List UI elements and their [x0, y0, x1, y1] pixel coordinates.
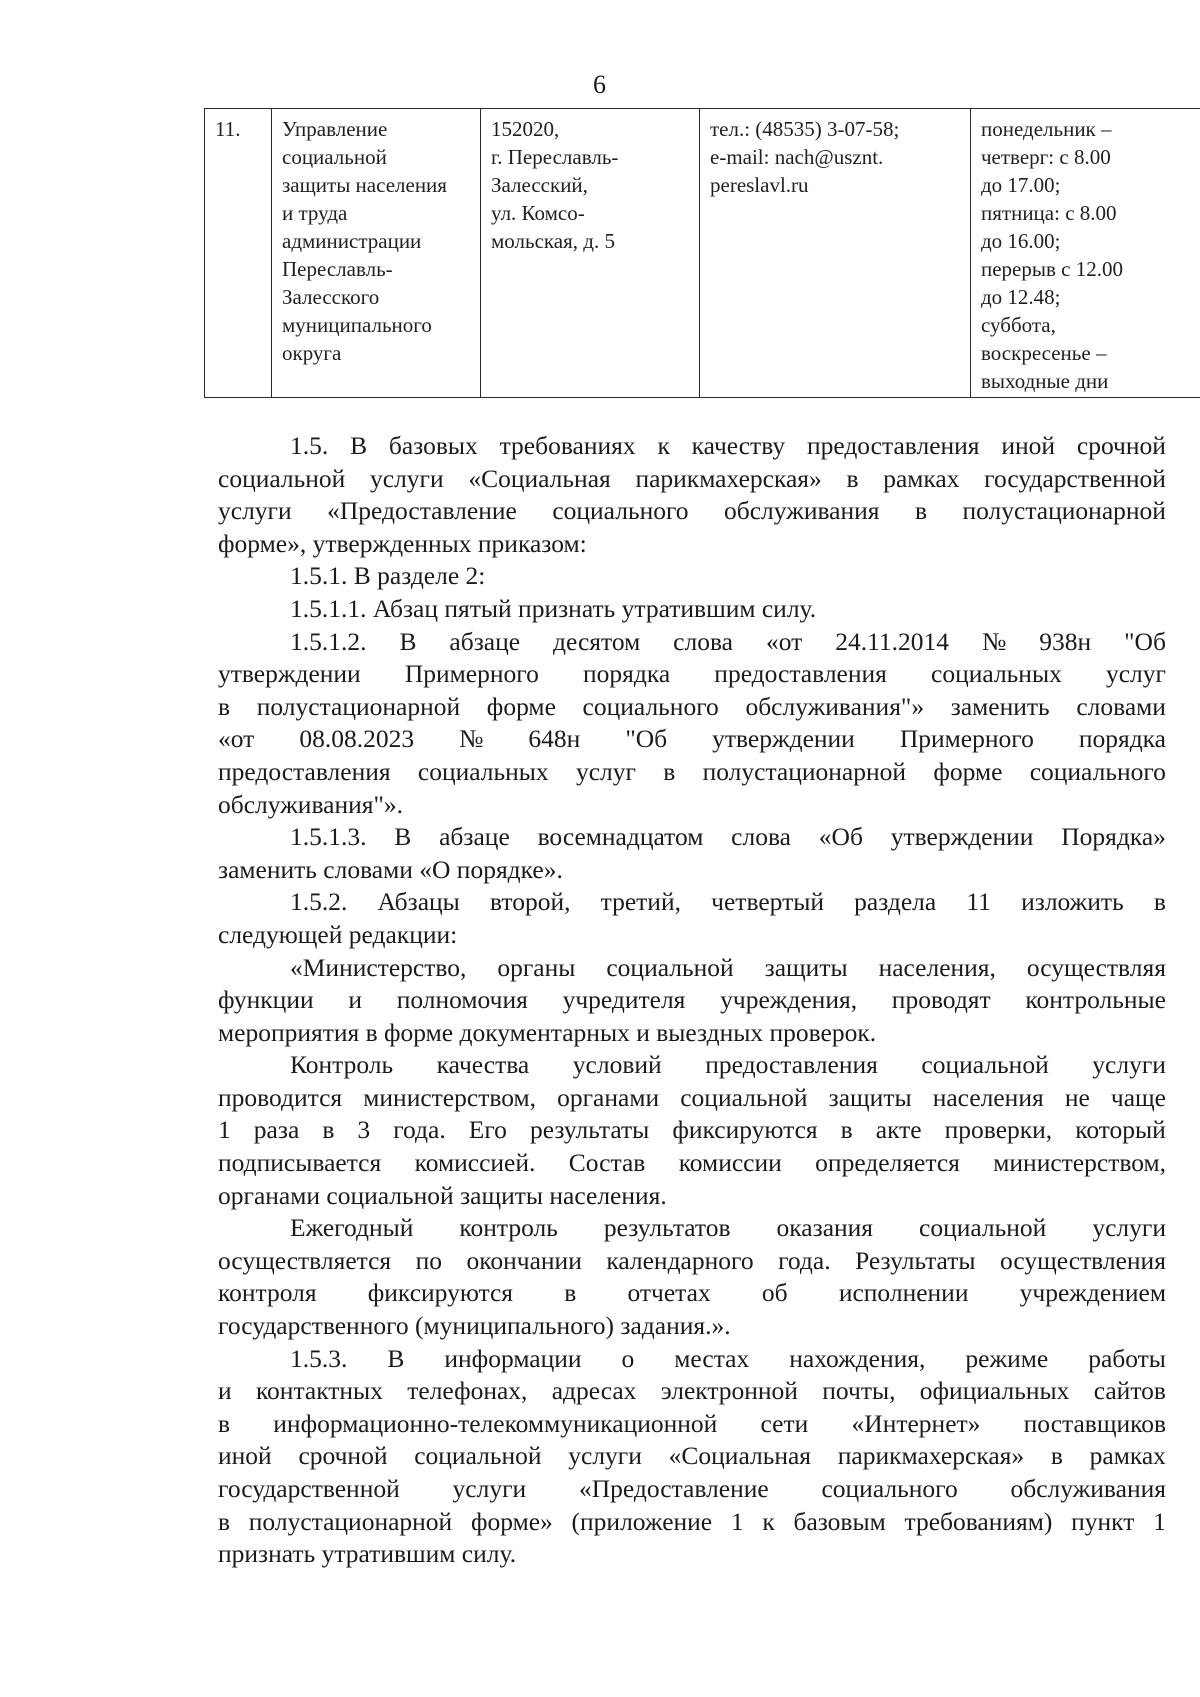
- word: в: [322, 1115, 335, 1145]
- organization-line: и труда: [282, 201, 348, 225]
- word: и: [348, 985, 362, 1015]
- text-line: государственного (муниципального) задания.».: [218, 1311, 731, 1341]
- word: в: [1153, 887, 1166, 917]
- text-line: [218, 1114, 1166, 1147]
- word: Результаты: [855, 1245, 976, 1275]
- word: социальных: [931, 659, 1062, 689]
- word: слова: [731, 822, 791, 852]
- word: требованиям): [904, 1506, 1053, 1536]
- word: рамках: [1089, 1441, 1166, 1471]
- word: по: [415, 1245, 443, 1275]
- word: Порядка»: [1061, 822, 1166, 852]
- word: услуг: [575, 756, 636, 786]
- word: нахождения,: [789, 1343, 926, 1373]
- word: порядка: [582, 659, 671, 689]
- paragraph-1-5-3: [218, 1343, 1166, 1571]
- organization-line: муниципального: [282, 313, 432, 337]
- word: социального: [552, 496, 689, 526]
- word: функции: [218, 985, 314, 1015]
- address-line: 152020,: [491, 117, 560, 141]
- word: в: [564, 1278, 577, 1308]
- word: окончании: [466, 1245, 582, 1275]
- contact-info-table: [204, 108, 1200, 398]
- word: полустационарной: [256, 691, 461, 721]
- word: четвертый: [711, 887, 824, 917]
- text-line: [218, 1245, 1166, 1278]
- text-line: [218, 1473, 1166, 1506]
- word: в: [218, 691, 231, 721]
- address-line: г. Переславль-: [491, 145, 619, 169]
- word: «от: [218, 724, 255, 754]
- word: электронной: [660, 1376, 798, 1406]
- word: социального: [821, 1474, 958, 1503]
- word: предоставления: [705, 1050, 878, 1080]
- word: 1.5.1.2.: [290, 626, 367, 656]
- word: услуги: [1092, 1213, 1166, 1243]
- paragraph-1-5-1-3: [218, 821, 1166, 886]
- word: результатов: [603, 1213, 731, 1243]
- hours-line: до 16.00;: [981, 229, 1061, 253]
- organization-line: Залесского: [282, 285, 380, 309]
- word: восемнадцатом: [537, 822, 704, 852]
- word: социальной: [919, 1213, 1047, 1243]
- word: Примерного: [404, 659, 539, 689]
- organization-line: Управление: [282, 117, 388, 141]
- word: услуги: [452, 1474, 527, 1503]
- word: защиты: [764, 952, 848, 982]
- text-line: [218, 463, 1166, 496]
- word: о: [621, 1343, 635, 1373]
- text-line: признать утратившим силу.: [218, 1539, 517, 1569]
- word: «Об: [818, 822, 863, 852]
- word: предоставления: [218, 756, 391, 786]
- word: чаще: [1110, 1082, 1166, 1112]
- contacts-cell: [700, 109, 971, 398]
- word: работы: [1088, 1343, 1166, 1373]
- text-line: [218, 1277, 1166, 1310]
- word: слова: [673, 626, 733, 656]
- word: социальной: [921, 1050, 1049, 1080]
- word: календарного: [606, 1245, 754, 1275]
- word: местах: [674, 1343, 750, 1373]
- address-line: Залесский,: [491, 173, 588, 197]
- contact-line: тел.: (48535) 3-07-58;: [710, 117, 900, 141]
- address-line: мольская, д. 5: [491, 229, 615, 253]
- word: 1.5.: [290, 431, 329, 460]
- word: Абзацы: [377, 887, 460, 917]
- hours-line: четверг: с 8.00: [981, 145, 1111, 169]
- word: контроля: [218, 1278, 317, 1308]
- hours-line: понедельник –: [981, 117, 1112, 141]
- contact-line: pereslavl.ru: [710, 173, 809, 197]
- word: В: [387, 1343, 405, 1373]
- word: 1.5.3.: [290, 1343, 348, 1373]
- word: №: [981, 626, 1007, 656]
- word: «Интернет»: [851, 1408, 981, 1438]
- word: утверждении: [218, 659, 361, 689]
- word: парикмахерская»: [837, 1441, 1025, 1471]
- organization-line: защиты населения: [282, 173, 447, 197]
- word: фиксируются: [672, 1115, 818, 1145]
- word: 648н: [528, 724, 581, 754]
- word: предоставления: [806, 431, 980, 460]
- word: десятом: [553, 626, 641, 656]
- text-line: [218, 626, 1166, 659]
- word: социальной: [414, 1441, 542, 1471]
- word: контактных: [255, 1376, 383, 1406]
- text-line: органами социальной защиты населения.: [218, 1180, 667, 1210]
- word: предоставления: [714, 659, 887, 689]
- word: 1: [218, 1115, 231, 1145]
- text-line: форме», утвержденных приказом:: [218, 528, 587, 558]
- document-body: [218, 430, 1166, 1571]
- word: проверки,: [944, 1115, 1053, 1145]
- word: парикмахерская»: [635, 463, 822, 493]
- word: форме»: [470, 1506, 553, 1536]
- word: в: [218, 1408, 231, 1438]
- word: 08.08.2023: [299, 724, 415, 754]
- word: заменить: [950, 691, 1050, 721]
- word: «от: [765, 626, 803, 656]
- word: сети: [760, 1408, 809, 1438]
- text-line: [218, 1343, 1166, 1376]
- paragraph-1-5: [218, 430, 1166, 560]
- word: органами: [557, 1082, 660, 1112]
- word: третий,: [600, 887, 681, 917]
- hours-line: до 12.48;: [981, 285, 1061, 309]
- word: "Об: [625, 724, 668, 754]
- word: года.: [778, 1245, 831, 1275]
- word: министерством,: [363, 1082, 536, 1112]
- word: в: [663, 756, 676, 786]
- word: №: [459, 724, 484, 754]
- word: изложить: [1021, 887, 1124, 917]
- text-line: [218, 1440, 1166, 1473]
- word: Состав: [568, 1148, 646, 1178]
- organization-line: администрации: [282, 229, 422, 253]
- word: иной: [218, 1441, 272, 1471]
- word: оказания: [776, 1213, 874, 1243]
- word: министерством,: [993, 1148, 1166, 1178]
- word: В: [350, 431, 368, 460]
- word: «Предоставление: [327, 496, 517, 526]
- text-line: обслуживания"».: [218, 789, 404, 819]
- word: Примерного: [899, 724, 1034, 754]
- word: услуг: [1105, 659, 1166, 689]
- word: не: [1064, 1082, 1090, 1112]
- word: населения,: [878, 952, 996, 982]
- word: 1.5.1.3.: [290, 822, 367, 852]
- paragraph-1-5-1-1: 1.5.1.1. Абзац пятый признать утратившим силу.: [290, 593, 817, 623]
- word: исполнении: [838, 1278, 969, 1308]
- word: комиссии: [678, 1148, 782, 1178]
- word: адресах: [551, 1376, 637, 1406]
- word: учредителя: [562, 985, 686, 1015]
- text-line: [218, 1375, 1166, 1408]
- word: качеству: [691, 431, 786, 460]
- word: «Министерство,: [290, 952, 467, 982]
- quoted-paragraph-2: [218, 1049, 1166, 1212]
- word: Ежегодный: [290, 1213, 414, 1243]
- word: пункт: [1071, 1506, 1135, 1536]
- word: населения: [932, 1082, 1044, 1112]
- word: в: [840, 1115, 853, 1145]
- word: телефонах,: [407, 1376, 528, 1406]
- word: условий: [572, 1050, 662, 1080]
- word: проводят: [891, 985, 991, 1015]
- hours-line: перерыв с 12.00: [981, 257, 1123, 281]
- text-line: [218, 756, 1166, 789]
- word: абзаце: [449, 626, 521, 656]
- word: подписывается: [218, 1148, 382, 1178]
- word: социальных: [417, 756, 549, 786]
- word: второй,: [489, 887, 571, 917]
- text-line: [218, 723, 1166, 756]
- text-line: [218, 691, 1166, 724]
- text-line: заменить словами «О порядке».: [218, 854, 563, 884]
- word: иной: [1001, 431, 1056, 460]
- word: определяется: [815, 1148, 960, 1178]
- word: в: [218, 1506, 231, 1536]
- word: полустационарной: [962, 496, 1166, 526]
- word: акте: [875, 1115, 922, 1145]
- paragraph-1-5-1: 1.5.1. В разделе 2:: [290, 561, 486, 591]
- word: срочной: [298, 1441, 388, 1471]
- word: срочной: [1076, 431, 1166, 460]
- word: отчетах: [627, 1278, 711, 1308]
- text-line: [218, 1147, 1166, 1180]
- word: защиты: [828, 1082, 912, 1112]
- text-line: следующей редакции:: [218, 919, 458, 949]
- word: сайтов: [1093, 1376, 1166, 1406]
- word: к: [762, 1506, 775, 1536]
- text-line: [218, 1082, 1166, 1115]
- row-number-cell: [205, 109, 272, 398]
- word: В: [394, 822, 412, 852]
- word: базовых: [388, 431, 478, 460]
- word: в: [846, 463, 859, 493]
- word: 3: [357, 1115, 371, 1145]
- word: 1.5.2.: [290, 887, 348, 917]
- word: «Предоставление: [578, 1474, 769, 1503]
- text-line: [218, 984, 1166, 1017]
- word: результаты: [529, 1115, 650, 1145]
- word: порядка: [1078, 724, 1166, 754]
- hours-line: суббота,: [981, 313, 1056, 337]
- organization-line: округа: [282, 341, 342, 365]
- word: социального: [1029, 756, 1166, 786]
- contact-line: e-mail: nach@usznt.: [710, 145, 884, 169]
- word: форме: [933, 756, 1003, 786]
- paragraph-1-5-2: [218, 886, 1166, 951]
- word: 24.11.2014: [835, 626, 950, 656]
- word: фиксируются: [367, 1278, 514, 1308]
- word: услуги: [370, 463, 444, 493]
- word: обслуживания: [724, 496, 880, 526]
- word: контроль: [459, 1213, 558, 1243]
- word: обслуживания: [1010, 1474, 1166, 1503]
- word: утверждении: [712, 724, 855, 754]
- hours-line: до 17.00;: [981, 173, 1061, 197]
- quoted-paragraph-1: [218, 952, 1166, 1050]
- word: раза: [253, 1115, 300, 1145]
- word: осуществляется: [218, 1245, 392, 1275]
- organization-line: Переславль-: [282, 257, 393, 281]
- word: информации: [444, 1343, 582, 1373]
- word: осуществляя: [1026, 952, 1166, 982]
- word: обслуживания"»: [745, 691, 925, 721]
- word: в: [1050, 1441, 1063, 1471]
- word: Контроль: [290, 1050, 394, 1080]
- word: полустационарной: [248, 1506, 453, 1536]
- word: услуги: [218, 496, 292, 526]
- word: социальной: [218, 463, 346, 493]
- word: требованиях: [499, 431, 636, 460]
- row-number: 11.: [215, 117, 241, 141]
- word: учреждения,: [720, 985, 858, 1015]
- word: социального: [582, 691, 719, 721]
- word: официальных: [919, 1376, 1070, 1406]
- word: полустационарной: [702, 756, 907, 786]
- text-line: [218, 1049, 1166, 1082]
- table-row: [205, 109, 1200, 398]
- text-line: [218, 658, 1166, 691]
- word: который: [1075, 1115, 1166, 1145]
- word: информационно-телекоммуникационной: [273, 1408, 718, 1438]
- word: «Социальная: [468, 463, 611, 493]
- text-line: [218, 952, 1166, 985]
- word: почты,: [822, 1376, 896, 1406]
- word: 11: [966, 887, 991, 917]
- organization-line: социальной: [282, 145, 387, 169]
- word: утверждении: [890, 822, 1034, 852]
- word: Его: [468, 1115, 507, 1145]
- word: 1: [1153, 1506, 1166, 1536]
- word: государственной: [218, 1474, 400, 1503]
- word: комиссией.: [414, 1148, 536, 1178]
- hours-line: выходные дни: [981, 369, 1109, 393]
- text-line: [218, 1212, 1166, 1245]
- word: к: [657, 431, 670, 460]
- working-hours-cell: [971, 109, 1200, 398]
- quoted-paragraph-3: [218, 1212, 1166, 1342]
- hours-line: воскресенье –: [981, 341, 1107, 365]
- word: абзаце: [439, 822, 510, 852]
- text-line: [218, 821, 1166, 854]
- word: социальной: [680, 1082, 808, 1112]
- word: об: [761, 1278, 788, 1308]
- word: полномочия: [396, 985, 528, 1015]
- word: (приложение: [571, 1506, 713, 1536]
- word: государственной: [984, 463, 1166, 493]
- word: проводится: [218, 1082, 343, 1112]
- word: услуги: [1092, 1050, 1166, 1080]
- word: форме: [486, 691, 556, 721]
- text-line: [218, 430, 1166, 463]
- word: режиме: [965, 1343, 1049, 1373]
- word: осуществления: [999, 1245, 1166, 1275]
- word: словами: [1076, 691, 1166, 721]
- word: услуги: [568, 1441, 642, 1471]
- word: и: [218, 1376, 232, 1406]
- word: контрольные: [1025, 985, 1166, 1015]
- word: «Социальная: [668, 1441, 812, 1471]
- word: поставщиков: [1023, 1408, 1166, 1438]
- address-cell: [481, 109, 700, 398]
- word: рамках: [883, 463, 960, 493]
- page-number: [0, 70, 1200, 100]
- word: базовым: [793, 1506, 886, 1536]
- word: раздела: [854, 887, 937, 917]
- address-line: ул. Комсо-: [491, 201, 585, 225]
- page-number-text: 6: [593, 70, 607, 99]
- word: качества: [436, 1050, 530, 1080]
- text-line: [218, 495, 1166, 528]
- word: 938н: [1039, 626, 1092, 656]
- text-line: [218, 886, 1166, 919]
- word: года.: [393, 1115, 446, 1145]
- word: социальной: [606, 952, 734, 982]
- word: 1: [730, 1506, 744, 1536]
- text-line: [218, 1506, 1166, 1539]
- organization-cell: [272, 109, 481, 398]
- hours-line: пятница: с 8.00: [981, 201, 1117, 225]
- text-line: [218, 1408, 1166, 1441]
- word: "Об: [1124, 626, 1166, 656]
- word: В: [399, 626, 417, 656]
- paragraph-1-5-1-2: [218, 626, 1166, 822]
- word: учреждением: [1019, 1278, 1166, 1308]
- word: органы: [497, 952, 576, 982]
- word: в: [914, 496, 928, 526]
- text-line: мероприятия в форме документарных и выездных проверок.: [218, 1017, 877, 1047]
